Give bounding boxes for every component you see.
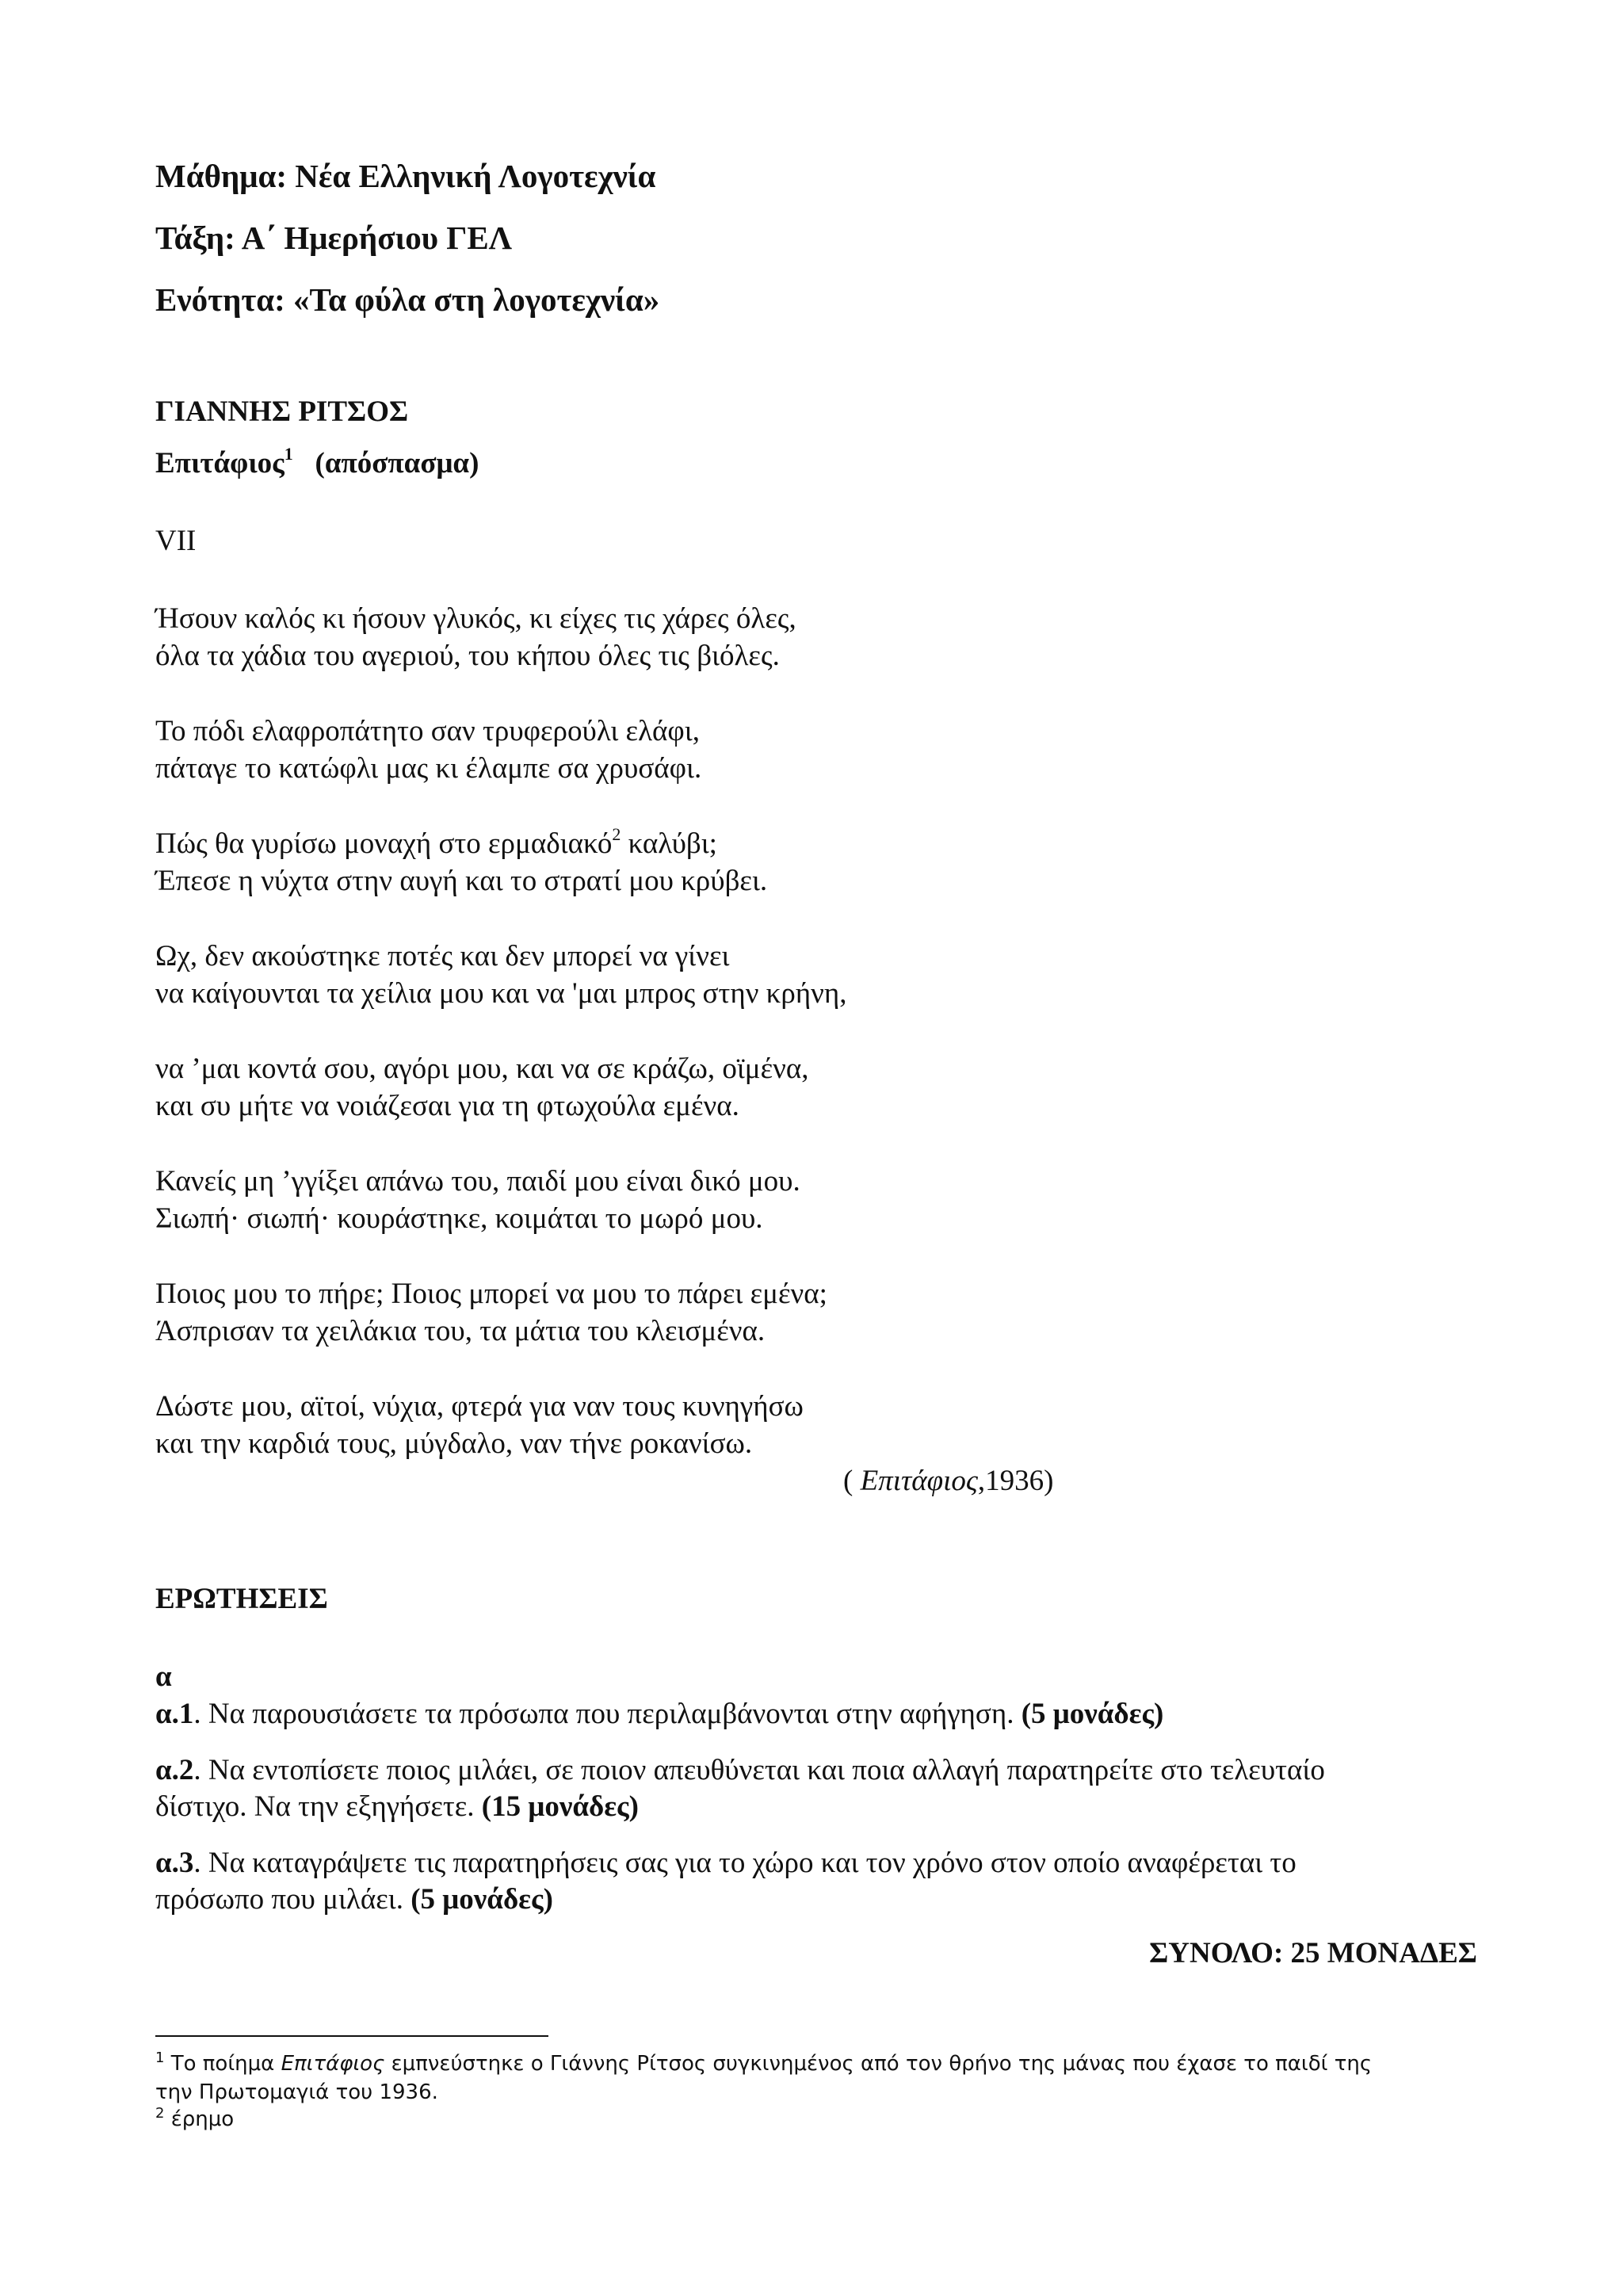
poem-line: και συ μήτε να νοιάζεσαι για τη φτωχούλα εμένα. bbox=[155, 1090, 739, 1122]
question-number: α.3 bbox=[155, 1847, 194, 1879]
source-open: ( bbox=[843, 1465, 861, 1497]
question-a2-cont bbox=[155, 1789, 639, 1825]
poem-line: Ήσουν καλός κι ήσουν γλυκός, κι είχες τις χάρες όλες, bbox=[155, 602, 796, 635]
question-a2 bbox=[155, 1752, 1325, 1789]
poem-title-line bbox=[155, 446, 479, 484]
poem-title-suffix: (απόσπασμα) bbox=[315, 447, 479, 479]
source-title: Επιτάφιος bbox=[860, 1465, 978, 1497]
footnote-1-cont: την Πρωτομαγιά του 1936. bbox=[155, 2080, 438, 2104]
question-a3-cont bbox=[155, 1881, 553, 1918]
question-points: (5 μονάδες) bbox=[411, 1883, 553, 1916]
poem-section-number: VII bbox=[155, 525, 197, 557]
total-points: ΣΥΝΟΛΟ: 25 ΜΟΝΑΔΕΣ bbox=[1149, 1937, 1477, 1969]
question-points: (15 μονάδες) bbox=[481, 1790, 639, 1823]
footnote-text: έρημο bbox=[170, 2107, 235, 2131]
question-group-label: α bbox=[155, 1660, 172, 1693]
poem-line: να καίγουνται τα χείλια μου και να 'μαι μπρος στην κρήνη, bbox=[155, 977, 847, 1010]
questions-heading: ΕΡΩΤΗΣΕΙΣ bbox=[155, 1583, 328, 1615]
footnote-marker: 2 bbox=[155, 2105, 165, 2122]
poem-title: Επιτάφιος bbox=[155, 447, 285, 479]
poem-line: και την καρδιά τους, μύγδαλο, ναν τήνε ροκανίσω. bbox=[155, 1427, 753, 1460]
footnote-text: εμπνεύστηκε ο Γιάννης Ρίτσος συγκινημένος από τον θρήνο της μάνας που έχασε το παιδί της bbox=[384, 2052, 1373, 2076]
poem-line: Έπεσε η νύχτα στην αυγή και το στρατί μου κρύβει. bbox=[155, 865, 768, 897]
question-text: . Να παρουσιάσετε τα πρόσωπα που περιλαμβάνονται στην αφήγηση. bbox=[193, 1698, 1022, 1730]
question-text: . Να εντοπίσετε ποιος μιλάει, σε ποιον απευθύνεται και ποια αλλαγή παρατηρείτε στο τελευταίο bbox=[193, 1754, 1325, 1786]
poem-line: Το πόδι ελαφροπάτητο σαν τρυφερούλι ελάφι, bbox=[155, 715, 700, 747]
poem-source bbox=[843, 1463, 1054, 1499]
footnote-2 bbox=[155, 2105, 234, 2136]
course-title: Μάθημα: Νέα Ελληνική Λογοτεχνία bbox=[155, 158, 656, 194]
poem-line: Δώστε μου, αϊτοί, νύχια, φτερά για ναν τους κυνηγήσω bbox=[155, 1390, 804, 1423]
footnote-marker: 1 bbox=[155, 2050, 165, 2066]
question-a3 bbox=[155, 1845, 1296, 1881]
class-title: Τάξη: Α΄ Ημερήσιου ΓΕΛ bbox=[155, 220, 513, 256]
question-text: . Να καταγράψετε τις παρατηρήσεις σας για το χώρο και τον χρόνο στον οποίο αναφέρεται το bbox=[193, 1847, 1296, 1879]
poem-author: ΓΙΑΝΝΗΣ ΡΙΤΣΟΣ bbox=[155, 395, 409, 428]
poem-line: Σιωπή· σιωπή· κουράστηκε, κοιμάται το μωρό μου. bbox=[155, 1202, 763, 1235]
question-number: α.1 bbox=[155, 1698, 194, 1730]
poem-line-end: καλύβι; bbox=[628, 827, 717, 860]
footnote-italic: Επιτάφιος bbox=[281, 2052, 385, 2076]
footnote-text: Το ποίημα bbox=[170, 2052, 281, 2076]
poem-line: όλα τα χάδια του αγεριού, του κήπου όλες τις βιόλες. bbox=[155, 640, 780, 672]
poem-line: Κανείς μη ’γγίξει απάνω του, παιδί μου είναι δικό μου. bbox=[155, 1165, 800, 1198]
poem-line: να ’μαι κοντά σου, αγόρι μου, και να σε κράζω, οϊμένα, bbox=[155, 1052, 809, 1085]
question-text: δίστιχο. Να την εξηγήσετε. bbox=[155, 1790, 482, 1823]
source-year: ,1936) bbox=[977, 1465, 1054, 1497]
question-number: α.2 bbox=[155, 1754, 194, 1786]
question-points: (5 μονάδες) bbox=[1021, 1698, 1164, 1730]
poem-line-text: Πώς θα γυρίσω μοναχή στο ερμαδιακό bbox=[155, 827, 613, 860]
poem-line: Άσπρισαν τα χειλάκια του, τα μάτια του κλεισμένα. bbox=[155, 1315, 766, 1347]
poem-line: Ποιος μου το πήρε; Ποιος μπορεί να μου το πάρει εμένα; bbox=[155, 1278, 827, 1310]
footnote-1 bbox=[155, 2050, 1372, 2080]
unit-title: Ενότητα: «Τα φύλα στη λογοτεχνία» bbox=[155, 281, 660, 318]
poem-line: πάταγε το κατώφλι μας κι έλαμπε σα χρυσάφι. bbox=[155, 752, 702, 785]
question-a1 bbox=[155, 1696, 1163, 1733]
poem-line: Ωχ, δεν ακούστηκε ποτές και δεν μπορεί να γίνει bbox=[155, 940, 730, 972]
footnote-divider bbox=[155, 2035, 548, 2037]
question-text: πρόσωπο που μιλάει. bbox=[155, 1883, 411, 1916]
poem-line bbox=[155, 826, 717, 865]
footnote-ref-2: 2 bbox=[612, 824, 621, 844]
footnote-ref-1: 1 bbox=[284, 444, 293, 464]
